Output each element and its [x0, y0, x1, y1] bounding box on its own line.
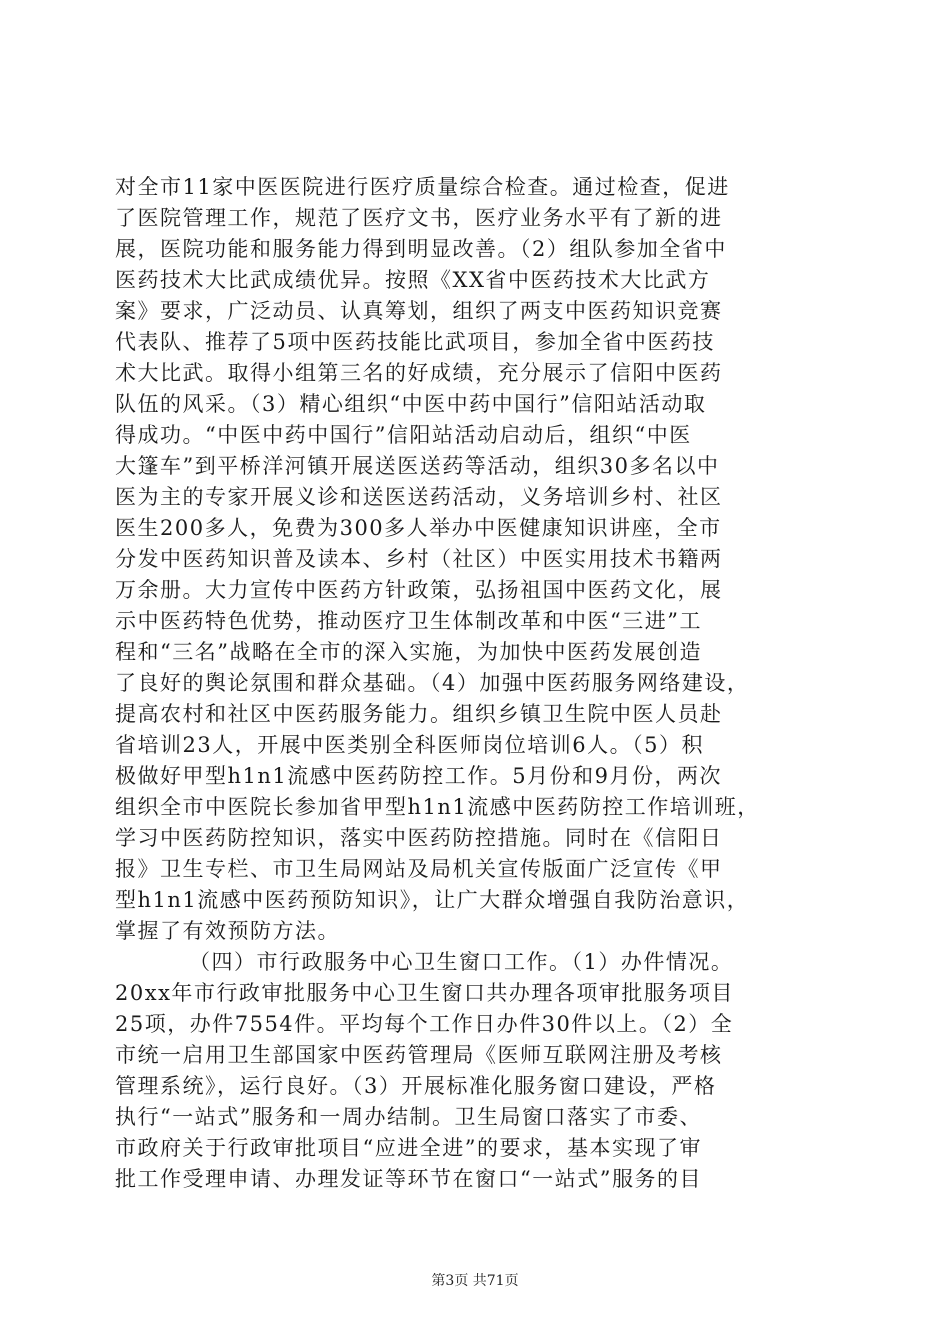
text-line: 20xx年市行政审批服务中心卫生窗口共办理各项审批服务项目 — [115, 981, 734, 1005]
text-line: 了良好的舆论氛围和群众基础。（4）加强中医药服务网络建设， — [115, 671, 750, 695]
text-line: 术大比武。取得小组第三名的好成绩，充分展示了信阳中医药 — [115, 361, 723, 385]
text-line: 万余册。大力宣传中医药方针政策，弘扬祖国中医药文化，展 — [115, 578, 723, 602]
page-footer — [0, 1272, 950, 1290]
text-line: 示中医药特色优势，推动医疗卫生体制改革和中医“三进”工 — [115, 609, 702, 633]
text-line: 报》卫生专栏、市卫生局网站及局机关宣传版面广泛宣传《甲 — [115, 857, 723, 881]
text-line: 医为主的专家开展义诊和送医送药活动，义务培训乡村、社区 — [115, 485, 723, 509]
body-text — [115, 172, 855, 1195]
text-line: 极做好甲型h1n1流感中医药防控工作。5月份和9月份，两次 — [115, 764, 722, 788]
text-line: 程和“三名”战略在全市的深入实施，为加快中医药发展创造 — [115, 640, 702, 664]
text-line: 组织全市中医院长参加省甲型h1n1流感中医药防控工作培训班， — [115, 795, 760, 819]
text-line: 省培训23人，开展中医类别全科医师岗位培训6人。（5）积 — [115, 733, 704, 757]
text-line: 学习中医药防控知识，落实中医药防控措施。同时在《信阳日 — [115, 826, 723, 850]
text-line: 医生200多人，免费为300多人举办中医健康知识讲座，全市 — [115, 516, 722, 540]
text-line: 分发中医药知识普及读本、乡村（社区）中医实用技术书籍两 — [115, 547, 723, 571]
text-line: 医药技术大比武成绩优异。按照《XX省中医药技术大比武方 — [115, 268, 711, 292]
text-line: 展，医院功能和服务能力得到明显改善。（2）组队参加全省中 — [115, 237, 727, 261]
text-line: 了医院管理工作，规范了医疗文书，医疗业务水平有了新的进 — [115, 206, 723, 230]
text-line: 批工作受理申请、办理发证等环节在窗口“一站式”服务的目 — [115, 1167, 702, 1191]
text-line: 队伍的风采。（3）精心组织“中医中药中国行”信阳站活动取 — [115, 392, 707, 416]
text-line: 市政府关于行政审批项目“应进全进”的要求，基本实现了审 — [115, 1136, 702, 1160]
text-line: 执行“一站式”服务和一周办结制。卫生局窗口落实了市委、 — [115, 1105, 702, 1129]
text-line: 掌握了有效预防方法。 — [115, 919, 340, 943]
text-line: 管理系统》，运行良好。（3）开展标准化服务窗口建设，严格 — [115, 1074, 717, 1098]
text-line: 案》要求，广泛动员、认真筹划，组织了两支中医药知识竞赛 — [115, 299, 723, 323]
text-line: 25项，办件7554件。平均每个工作日办件30件以上。（2）全 — [115, 1012, 734, 1036]
text-line: 对全市11家中医医院进行医疗质量综合检查。通过检查，促进 — [115, 175, 730, 199]
text-line: 型h1n1流感中医药预防知识》，让广大群众增强自我防治意识， — [115, 888, 750, 912]
text-line: 得成功。“中医中药中国行”信阳站活动启动后，组织“中医 — [115, 423, 692, 447]
section-heading-line: （四）市行政服务中心卫生窗口工作。（1）办件情况。 — [189, 950, 734, 974]
text-line: 代表队、推荐了5项中医药技能比武项目，参加全省中医药技 — [115, 330, 715, 354]
page-number: 第3页 共71页 — [431, 1273, 519, 1289]
text-line: 市统一启用卫生部国家中医药管理局《医师互联网注册及考核 — [115, 1043, 723, 1067]
text-line: 大篷车”到平桥洋河镇开展送医送药等活动，组织30多名以中 — [115, 454, 720, 478]
text-line: 提高农村和社区中医药服务能力。组织乡镇卫生院中医人员赴 — [115, 702, 723, 726]
